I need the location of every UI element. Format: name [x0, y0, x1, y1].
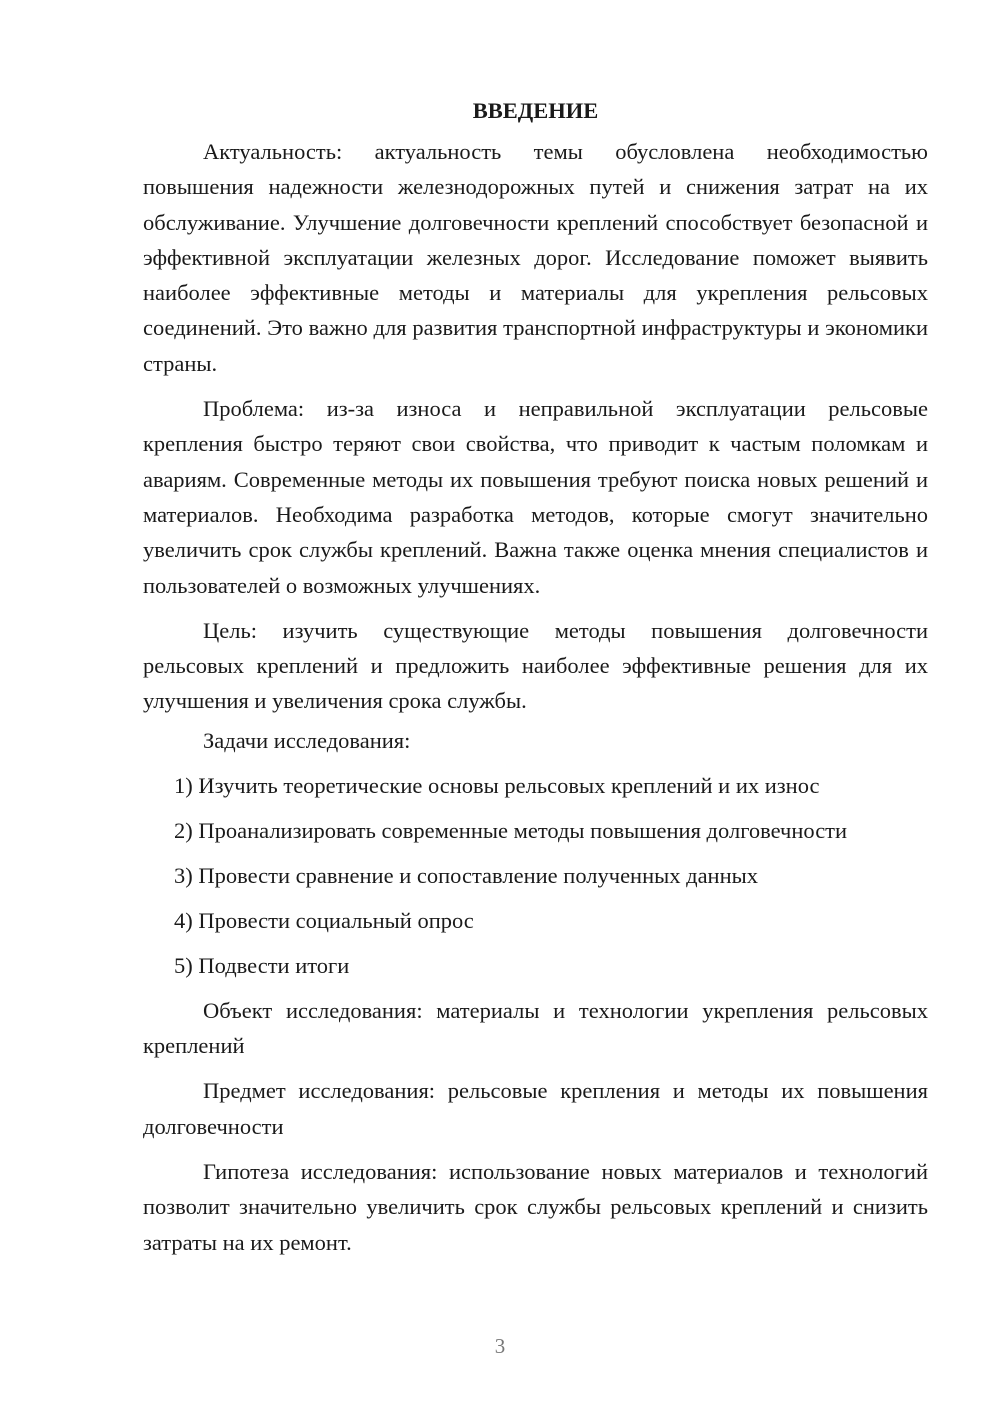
tasks-heading: Задачи исследования: — [203, 727, 411, 753]
list-item: 3) Провести сравнение и сопоставление полученных данных — [174, 862, 759, 888]
tasks-list — [143, 768, 928, 983]
hypothesis-paragraph: Гипотеза исследования: использование новых материалов и технологий позволит значительно увеличить срок службы рельсовых креплений и снизить затраты на их ремонт. — [143, 1158, 928, 1255]
list-item: 4) Провести социальный опрос — [174, 907, 474, 933]
page-content — [143, 96, 928, 1260]
problem-paragraph: Проблема: из-за износа и неправильной эксплуатации рельсовые крепления быстро теряют свои свойства, что приводит к частым поломкам и авариям. Современные методы их повышения требуют поиска новых решений и материалов. Необходима разработка методов, которые смогут значительно увеличить срок службы креплений. Важна также оценка мнения специалистов и пользователей о возможных улучшениях. — [143, 396, 928, 598]
page-title: ВВЕДЕНИЕ — [472, 98, 599, 123]
subject-paragraph: Предмет исследования: рельсовые крепления и методы их повышения долговечности — [143, 1078, 928, 1139]
list-item: 1) Изучить теоретические основы рельсовых креплений и их износ — [174, 772, 820, 798]
page-number: 3 — [494, 1334, 506, 1358]
relevance-paragraph: Актуальность: актуальность темы обусловлена необходимостью повышения надежности железнодорожных путей и снижения затрат на их обслуживание. Улучшение долговечности креплений способствует безопасной и эффективной эксплуатации железных дорог. Исследование поможет выявить наиболее эффективные методы и материалы для укрепления рельсовых соединений. Это важно для развития транспортной инфраструктуры и экономики страны. — [143, 139, 928, 376]
list-item: 5) Подвести итоги — [174, 952, 350, 978]
list-item: 2) Проанализировать современные методы повышения долговечности — [174, 817, 848, 843]
object-paragraph: Объект исследования: материалы и технологии укрепления рельсовых креплений — [143, 997, 928, 1059]
goal-paragraph: Цель: изучить существующие методы повышения долговечности рельсовых креплений и предложить наиболее эффективные решения для их улучшения и увеличения срока службы. — [143, 617, 928, 714]
